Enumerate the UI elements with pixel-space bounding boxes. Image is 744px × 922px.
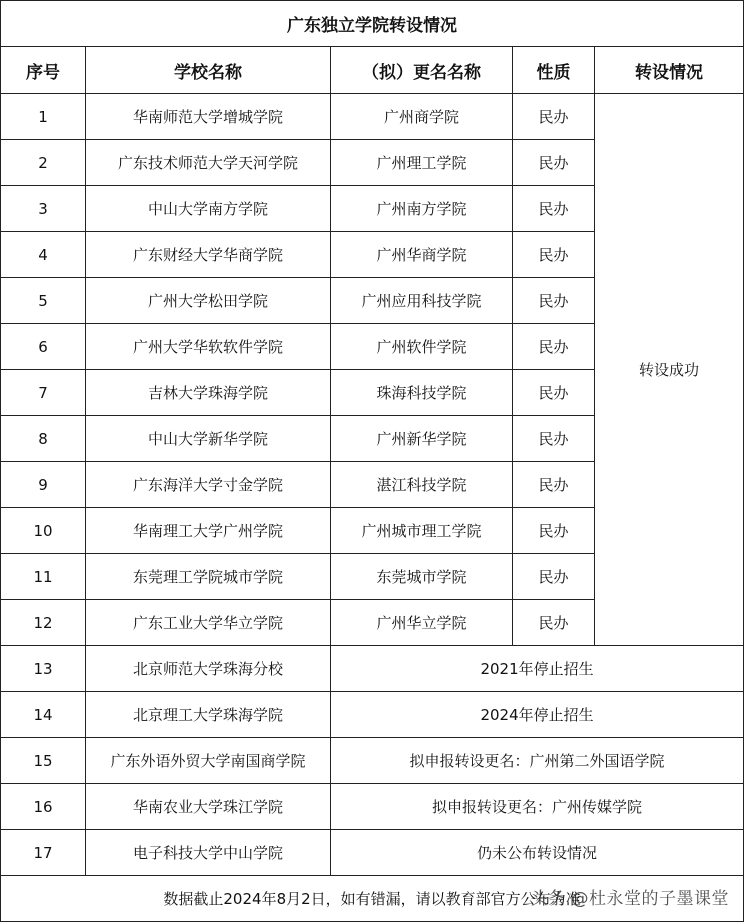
header-no: 序号 xyxy=(1,47,86,94)
footer-note: 数据截止2024年8月2日，如有错漏，请以教育部官方公布为准 xyxy=(163,890,581,908)
row-school: 中山大学南方学院 xyxy=(86,186,331,232)
table-row xyxy=(1,646,744,692)
row-school: 北京理工大学珠海学院 xyxy=(86,692,331,738)
row-nature: 民办 xyxy=(513,370,595,416)
header-status: 转设情况 xyxy=(595,47,744,94)
row-no: 16 xyxy=(1,784,86,830)
row-school: 华南理工大学广州学院 xyxy=(86,508,331,554)
row-school: 广东工业大学华立学院 xyxy=(86,600,331,646)
header-row xyxy=(1,47,744,94)
row-no: 8 xyxy=(1,416,86,462)
row-no: 3 xyxy=(1,186,86,232)
header-nature: 性质 xyxy=(513,47,595,94)
row-nature: 民办 xyxy=(513,508,595,554)
row-no: 2 xyxy=(1,140,86,186)
row-new-name: 广州南方学院 xyxy=(331,186,513,232)
row-school: 广州大学松田学院 xyxy=(86,278,331,324)
row-no: 4 xyxy=(1,232,86,278)
row-school: 中山大学新华学院 xyxy=(86,416,331,462)
row-nature: 民办 xyxy=(513,554,595,600)
row-school: 广东财经大学华商学院 xyxy=(86,232,331,278)
success-status: 转设成功 xyxy=(595,94,744,646)
row-new-name: 广州华立学院 xyxy=(331,600,513,646)
row-no: 6 xyxy=(1,324,86,370)
row-nature: 民办 xyxy=(513,600,595,646)
row-new-name: 广州华商学院 xyxy=(331,232,513,278)
row-status: 拟申报转设更名：广州传媒学院 xyxy=(331,784,744,830)
row-new-name: 广州应用科技学院 xyxy=(331,278,513,324)
row-school: 华南师范大学增城学院 xyxy=(86,94,331,140)
row-school: 广州大学华软软件学院 xyxy=(86,324,331,370)
row-school: 北京师范大学珠海分校 xyxy=(86,646,331,692)
row-new-name: 广州理工学院 xyxy=(331,140,513,186)
table-row xyxy=(1,94,744,140)
row-new-name: 东莞城市学院 xyxy=(331,554,513,600)
row-nature: 民办 xyxy=(513,94,595,140)
row-nature: 民办 xyxy=(513,278,595,324)
row-no: 11 xyxy=(1,554,86,600)
row-no: 9 xyxy=(1,462,86,508)
row-nature: 民办 xyxy=(513,462,595,508)
table-row xyxy=(1,784,744,830)
row-school: 华南农业大学珠江学院 xyxy=(86,784,331,830)
row-nature: 民办 xyxy=(513,186,595,232)
row-school: 广东海洋大学寸金学院 xyxy=(86,462,331,508)
table-row xyxy=(1,692,744,738)
row-nature: 民办 xyxy=(513,416,595,462)
row-no: 7 xyxy=(1,370,86,416)
row-no: 14 xyxy=(1,692,86,738)
row-status: 2021年停止招生 xyxy=(331,646,744,692)
row-no: 10 xyxy=(1,508,86,554)
footer-row xyxy=(1,876,744,922)
row-school: 广东外语外贸大学南国商学院 xyxy=(86,738,331,784)
row-status: 仍未公布转设情况 xyxy=(331,830,744,876)
row-no: 15 xyxy=(1,738,86,784)
row-status: 2024年停止招生 xyxy=(331,692,744,738)
row-school: 电子科技大学中山学院 xyxy=(86,830,331,876)
table-row xyxy=(1,830,744,876)
row-new-name: 珠海科技学院 xyxy=(331,370,513,416)
table-title: 广东独立学院转设情况 xyxy=(1,1,744,47)
row-nature: 民办 xyxy=(513,232,595,278)
row-status: 拟申报转设更名：广州第二外国语学院 xyxy=(331,738,744,784)
row-new-name: 广州商学院 xyxy=(331,94,513,140)
row-nature: 民办 xyxy=(513,140,595,186)
header-school: 学校名称 xyxy=(86,47,331,94)
row-no: 17 xyxy=(1,830,86,876)
row-no: 13 xyxy=(1,646,86,692)
row-new-name: 广州城市理工学院 xyxy=(331,508,513,554)
row-no: 5 xyxy=(1,278,86,324)
row-school: 吉林大学珠海学院 xyxy=(86,370,331,416)
row-school: 广东技术师范大学天河学院 xyxy=(86,140,331,186)
row-new-name: 广州新华学院 xyxy=(331,416,513,462)
row-no: 12 xyxy=(1,600,86,646)
row-nature: 民办 xyxy=(513,324,595,370)
watermark: 头条 @杜永堂的子墨课堂 xyxy=(530,889,730,909)
row-new-name: 湛江科技学院 xyxy=(331,462,513,508)
row-new-name: 广州软件学院 xyxy=(331,324,513,370)
footer-cell xyxy=(1,876,744,922)
header-new-name: （拟）更名名称 xyxy=(331,47,513,94)
row-school: 东莞理工学院城市学院 xyxy=(86,554,331,600)
table-row xyxy=(1,738,744,784)
row-no: 1 xyxy=(1,94,86,140)
